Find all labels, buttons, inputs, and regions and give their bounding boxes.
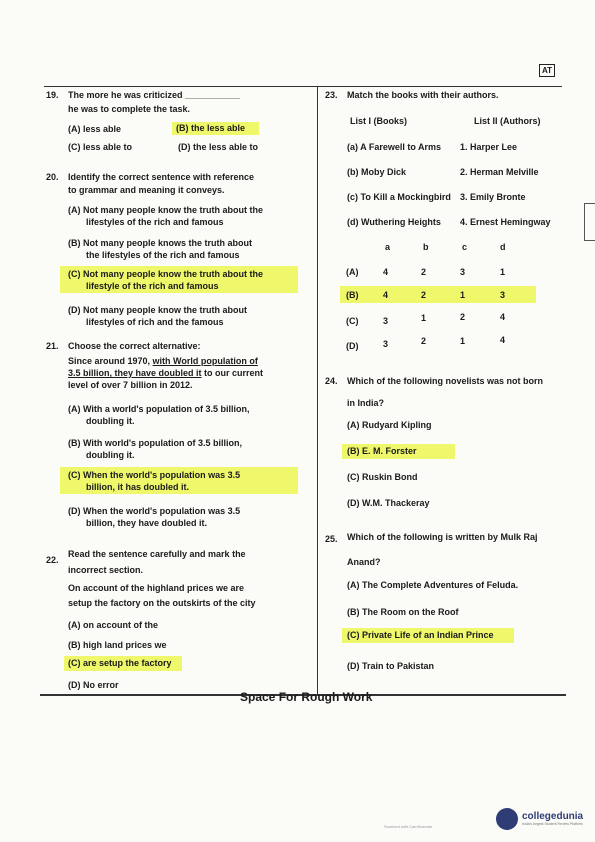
paper-code-badge: AT: [539, 64, 555, 77]
q24-option-a: (A) Rudyard Kipling: [347, 420, 432, 430]
q25-option-c-highlighted: (C) Private Life of an Indian Prince: [342, 628, 514, 643]
q24-stem-line1: Which of the following novelists was not born: [347, 376, 543, 386]
q19-option-a: (A) less able: [68, 124, 122, 134]
option-c-val-a: 3: [383, 316, 389, 326]
option-a-val-d: 1: [500, 267, 506, 277]
col-header-d: d: [500, 242, 506, 252]
col-header-a: a: [385, 242, 391, 252]
q23-book-a: (a) A Farewell to Arms: [347, 142, 442, 152]
q21-passage-line1: [68, 356, 258, 367]
option-d-label: (D): [346, 341, 359, 351]
q21-passage-text-2: to our current: [201, 368, 264, 378]
q20-option-b-line2: the lifestyles of the rich and famous: [86, 250, 240, 260]
q21-passage-line3: level of over 7 billion in 2012.: [68, 380, 193, 390]
q21-passage-underlined-2: 3.5 billion, they have doubled it: [68, 368, 202, 378]
q25-number: 25.: [325, 534, 338, 544]
option-c-val-c: 2: [460, 312, 466, 322]
q23-list2-header: List II (Authors): [474, 116, 541, 126]
q23-match-table: [340, 240, 540, 355]
option-b-val-a: 4: [383, 290, 389, 300]
q21-passage-line2: [68, 368, 263, 379]
option-c-label: (C): [346, 316, 359, 326]
q24-stem-line2: in India?: [347, 398, 384, 408]
q23-author-3: 3. Emily Bronte: [460, 192, 526, 202]
q23-stem: Match the books with their authors.: [347, 90, 499, 100]
q21-stem: Choose the correct alternative:: [68, 341, 201, 351]
option-a-val-b: 2: [421, 267, 427, 277]
q20-option-d-line2: lifestyles of rich and the famous: [86, 317, 224, 327]
brand-name: collegedunia: [522, 811, 584, 822]
q22-option-d: (D) No error: [68, 680, 119, 690]
q20-option-b-line1: (B) Not many people knows the truth about: [68, 238, 252, 248]
collegedunia-logo: [496, 808, 583, 830]
q25-stem-line1: Which of the following is written by Mulk Raj: [347, 532, 538, 542]
q21-option-b-line1: (B) With world's population of 3.5 billion,: [68, 438, 243, 448]
q22-number: 22.: [46, 555, 59, 565]
brand-tagline: India's largest Student Review Platform: [522, 822, 583, 826]
q23-list1-header: List I (Books): [350, 116, 408, 126]
q24-option-c: (C) Ruskin Bond: [347, 472, 418, 482]
option-a-label: (A): [346, 267, 359, 277]
q21-option-c-line2: billion, it has doubled it.: [86, 482, 189, 492]
q20-number: 20.: [46, 172, 59, 182]
q22-option-c-highlighted: (C) are setup the factory: [64, 656, 182, 671]
scanner-watermark: Scanned with CamScanner: [384, 824, 433, 829]
q22-option-a: (A) on account of the: [68, 620, 158, 630]
col-header-c: c: [462, 242, 468, 252]
q20-stem-line2: to grammar and meaning it conveys.: [68, 185, 225, 195]
col-header-b: b: [423, 242, 429, 252]
q22-stem-line1: Read the sentence carefully and mark the: [68, 549, 246, 559]
q23-number: 23.: [325, 90, 338, 100]
q21-option-c-line1: (C) When the world's population was 3.5: [68, 470, 241, 480]
q20-option-a-line1: (A) Not many people know the truth about the: [68, 205, 263, 215]
q24-option-d: (D) W.M. Thackeray: [347, 498, 430, 508]
q21-passage-underlined: with World population of: [152, 356, 258, 366]
q22-stem-line2: incorrect section.: [68, 565, 144, 575]
option-d-val-d: 4: [500, 335, 506, 345]
option-b-label: (B): [346, 290, 359, 300]
q21-option-d-line1: (D) When the world's population was 3.5: [68, 506, 241, 516]
option-b-val-d: 3: [500, 290, 506, 300]
q22-sentence-line2: setup the factory on the outskirts of the city: [68, 598, 256, 608]
q19-option-d: (D) the less able to: [178, 142, 259, 152]
option-a-val-c: 3: [460, 267, 466, 277]
logo-mascot-icon: [496, 808, 518, 830]
option-c-val-b: 1: [421, 313, 427, 323]
page-edge-mark: [584, 203, 595, 241]
q19-option-c: (C) less able to: [68, 142, 133, 152]
option-b-val-c: 1: [460, 290, 466, 300]
option-a-val-a: 4: [383, 267, 389, 277]
q20-option-d-line1: (D) Not many people know the truth about: [68, 305, 247, 315]
q21-passage-text: Since around 1970,: [68, 356, 153, 366]
q21-number: 21.: [46, 341, 59, 351]
q21-option-d-line2: billion, they have doubled it.: [86, 518, 208, 528]
q22-option-b: (B) high land prices we: [68, 640, 167, 650]
q25-option-a: (A) The Complete Adventures of Feluda.: [347, 580, 519, 590]
q25-option-d: (D) Train to Pakistan: [347, 661, 435, 671]
option-d-val-c: 1: [460, 336, 466, 346]
q20-option-c-line1: (C) Not many people know the truth about the: [68, 269, 263, 279]
q19-stem-line2: he was to complete the task.: [68, 104, 191, 114]
q19-option-b-highlighted: (B) the less able: [172, 122, 259, 135]
q23-book-d: (d) Wuthering Heights: [347, 217, 441, 227]
q23-author-2: 2. Herman Melville: [460, 167, 539, 177]
top-rule: [44, 86, 562, 87]
q25-stem-line2: Anand?: [347, 557, 381, 567]
option-d-val-b: 2: [421, 336, 427, 346]
q21-option-b-line2: doubling it.: [86, 450, 135, 460]
q19-stem-line1: The more he was criticized ___________: [68, 90, 241, 100]
q21-option-a-line1: (A) With a world's population of 3.5 billion,: [68, 404, 250, 414]
option-b-val-b: 2: [421, 290, 427, 300]
q21-option-a-line2: doubling it.: [86, 416, 135, 426]
column-divider: [317, 86, 318, 694]
q22-sentence-line1: On account of the highland prices we are: [68, 583, 245, 593]
q25-option-b: (B) The Room on the Roof: [347, 607, 459, 617]
option-c-val-d: 4: [500, 312, 506, 322]
rough-work-label: Space For Rough Work: [240, 690, 373, 704]
q20-stem-line1: Identify the correct sentence with reference: [68, 172, 255, 182]
option-b-highlight: [340, 286, 536, 303]
q19-number: 19.: [46, 90, 59, 100]
q23-book-c: (c) To Kill a Mockingbird: [347, 192, 451, 202]
q23-book-b: (b) Moby Dick: [347, 167, 407, 177]
q23-author-1: 1. Harper Lee: [460, 142, 518, 152]
q23-author-4: 4. Ernest Hemingway: [460, 217, 551, 227]
q20-option-c-line2: lifestyle of the rich and famous: [86, 281, 219, 291]
q24-option-b-highlighted: (B) E. M. Forster: [342, 444, 455, 459]
q20-option-a-line2: lifestyles of the rich and famous: [86, 217, 224, 227]
q24-number: 24.: [325, 376, 338, 386]
option-d-val-a: 3: [383, 339, 389, 349]
